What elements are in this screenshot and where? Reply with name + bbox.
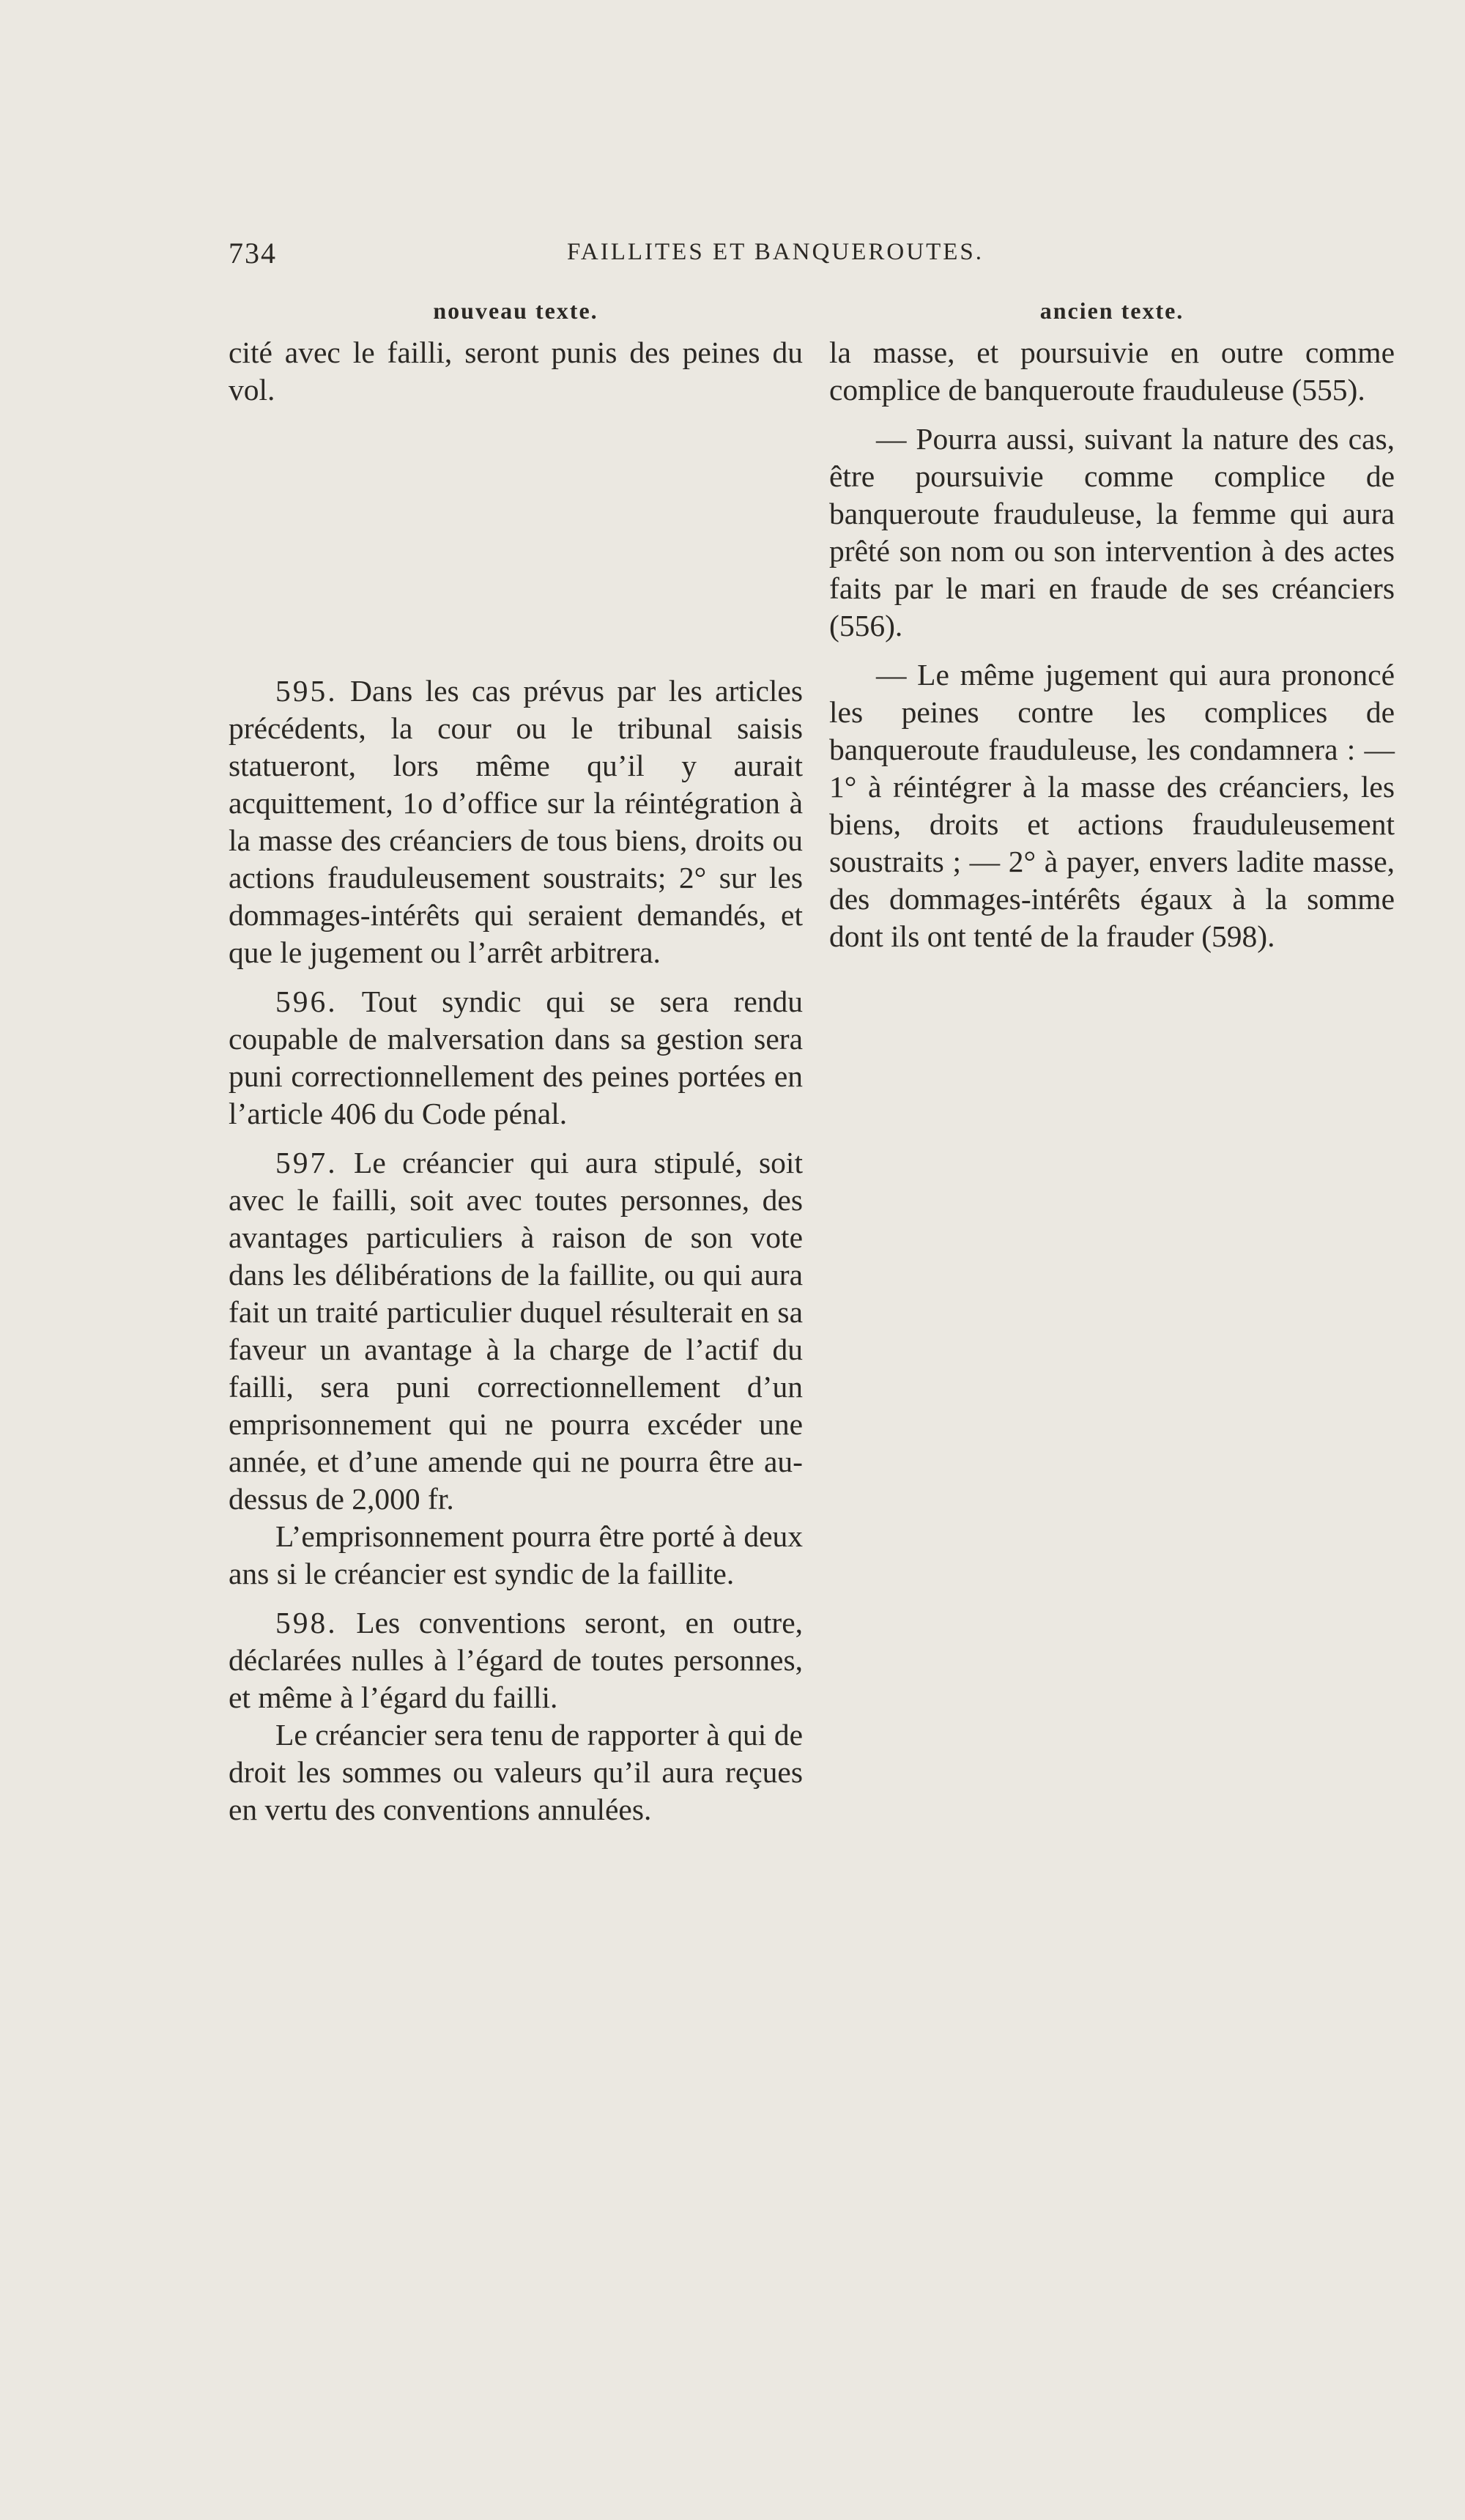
page-header-title: FAILLITES ET BANQUEROUTES. bbox=[567, 239, 984, 265]
article-text: Dans les cas prévus par les articles précédents, la cour ou le tribunal saisis statueront, lors même qu’il y aurait acquittement, 1o d’office sur la réintégration à la masse des créanciers de tous biens, droits ou actions frauduleusement soustraits; 2° sur les dommages-intérêts qui seraient demandés, et que le jugement ou l’arrêt arbitrera. bbox=[229, 674, 803, 969]
article-text: Le créancier qui aura stipulé, soit avec le failli, soit avec toutes personnes, des avantages particuliers à raison de son vote dans les délibérations de la faillite, ou qui aura fait un traité particulier duquel résulterait en sa faveur un avantage à la charge de l’actif du failli, sera puni correctionnellement d’un emprisonnement qui ne pourra excéder une année, et d’une amende qui ne pourra être au-dessus de 2,000 fr. bbox=[229, 1146, 803, 1516]
page-number: 734 bbox=[229, 237, 277, 270]
article-598 bbox=[229, 1604, 803, 1716]
article-596 bbox=[229, 983, 803, 1133]
article-597-paragraph-2: L’emprisonnement pourra être porté à deux ans si le créancier est syndic de la faillite. bbox=[229, 1519, 803, 1590]
column-heading-nouveau: nouveau texte. bbox=[433, 297, 598, 324]
article-598-paragraph-2: Le créancier sera tenu de rapporter à qui de droit les sommes ou valeurs qu’il aura reçues en vertu des conventions annulées. bbox=[229, 1718, 803, 1826]
article-text: Les conventions seront, en outre, déclarées nulles à l’égard de toutes personnes, et même à l’égard du failli. bbox=[229, 1606, 803, 1714]
paragraph-598: — Le même jugement qui aura prononcé les peines contre les complices de banqueroute frauduleuse, les condamnera : — 1° à réintégrer à la masse des créanciers, les biens, droits et actions frauduleusement soustraits ; — 2° à payer, envers ladite masse, des dommages-intérêts égaux à la somme dont ils ont tenté de la frauder (598). bbox=[829, 658, 1395, 953]
right-column-ancien-texte bbox=[829, 294, 1395, 955]
article-number: 596. bbox=[275, 985, 338, 1018]
article-597 bbox=[229, 1144, 803, 1518]
paragraph-continuation: la masse, et poursuivie en outre comme complice de banqueroute frauduleuse (555). bbox=[829, 336, 1395, 407]
article-number: 597. bbox=[275, 1146, 338, 1179]
article-text: Tout syndic qui se sera rendu coupable de malversation dans sa gestion sera puni correctionnellement des peines portées en l’article 406 du Code pénal. bbox=[229, 985, 803, 1130]
article-number: 598. bbox=[275, 1606, 338, 1639]
column-heading-ancien: ancien texte. bbox=[1039, 297, 1184, 324]
running-head bbox=[0, 236, 1465, 273]
paragraph-continuation: cité avec le failli, seront punis des peines du vol. bbox=[229, 336, 803, 407]
article-595 bbox=[229, 672, 803, 971]
article-number: 595. bbox=[275, 674, 338, 708]
paragraph-556: — Pourra aussi, suivant la nature des cas, être poursuivie comme complice de banqueroute frauduleuse, la femme qui aura prêté son nom ou son intervention à des actes faits par le mari en fraude de ses créanciers (556). bbox=[829, 422, 1395, 642]
left-column-nouveau-texte bbox=[229, 294, 803, 1828]
